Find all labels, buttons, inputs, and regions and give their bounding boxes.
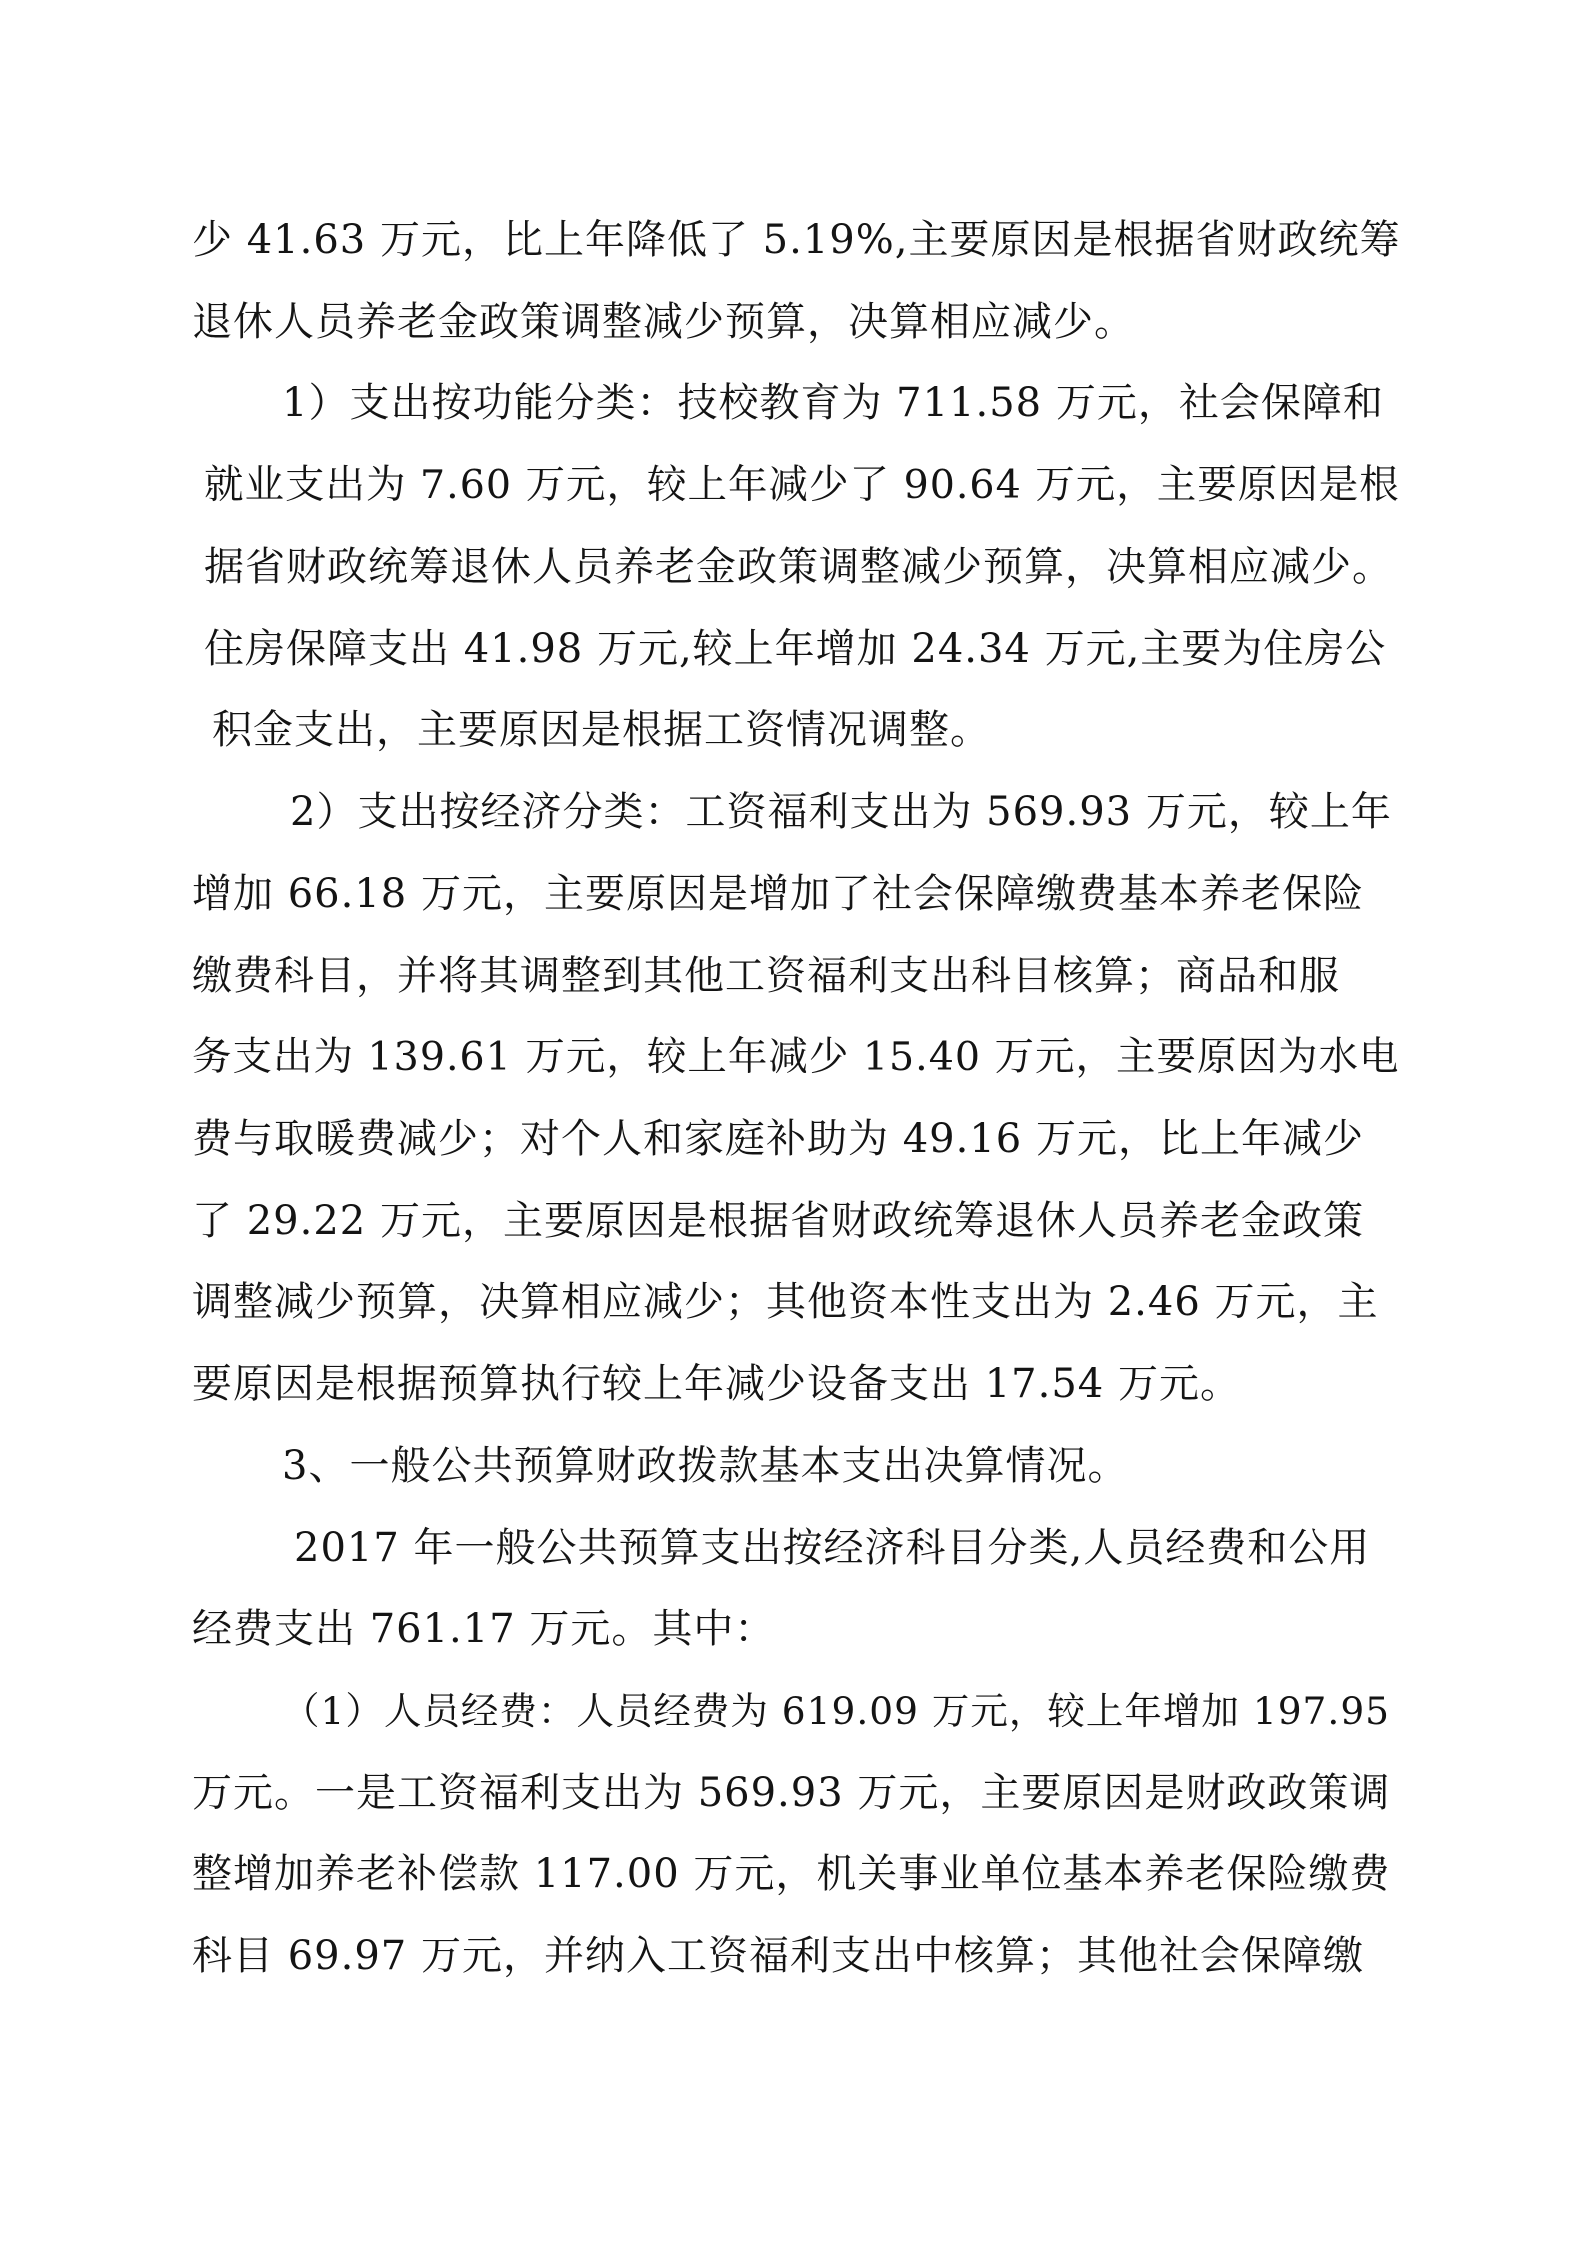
text-line: 3、一般公共预算财政拨款基本支出决算情况。 — [282, 1443, 1129, 1489]
text-line: 科目 69.97 万元，并纳入工资福利支出中核算；其他社会保障缴 — [192, 1933, 1364, 1979]
text-line: 就业支出为 7.60 万元，较上年减少了 90.64 万元，主要原因是根 — [204, 462, 1400, 508]
text-line: 万元。一是工资福利支出为 569.93 万元，主要原因是财政政策调 — [192, 1770, 1391, 1816]
text-line: 积金支出，主要原因是根据工资情况调整。 — [212, 707, 991, 753]
text-line: 缴费科目，并将其调整到其他工资福利支出科目核算；商品和服 — [192, 953, 1340, 999]
text-line: 费与取暖费减少；对个人和家庭补助为 49.16 万元，比上年减少 — [192, 1116, 1364, 1162]
text-line: 2017 年一般公共预算支出按经济科目分类,人员经费和公用 — [294, 1525, 1371, 1571]
text-line: 2）支出按经济分类：工资福利支出为 569.93 万元，较上年 — [290, 789, 1392, 835]
text-line: 整增加养老补偿款 117.00 万元，机关事业单位基本养老保险缴费 — [192, 1851, 1391, 1897]
text-line: 据省财政统筹退休人员养老金政策调整减少预算，决算相应减少。 — [204, 544, 1393, 590]
text-line: 了 29.22 万元，主要原因是根据省财政统筹退休人员养老金政策 — [192, 1198, 1364, 1244]
text-line: 少 41.63 万元，比上年降低了 5.19%,主要原因是根据省财政统筹 — [192, 217, 1401, 263]
text-line: 增加 66.18 万元，主要原因是增加了社会保障缴费基本养老保险 — [192, 871, 1364, 917]
text-line: 退休人员养老金政策调整减少预算，决算相应减少。 — [192, 299, 1135, 345]
text-line: 经费支出 761.17 万元。其中： — [192, 1606, 776, 1652]
text-line: 调整减少预算，决算相应减少；其他资本性支出为 2.46 万元，主 — [192, 1279, 1379, 1325]
text-line: 务支出为 139.61 万元，较上年减少 15.40 万元，主要原因为水电 — [192, 1034, 1400, 1080]
text-line: 住房保障支出 41.98 万元,较上年增加 24.34 万元,主要为住房公 — [204, 626, 1387, 672]
text-line: （1）人员经费：人员经费为 619.09 万元，较上年增加 197.95 — [282, 1689, 1391, 1733]
text-line: 要原因是根据预算执行较上年减少设备支出 17.54 万元。 — [192, 1361, 1241, 1407]
text-line: 1）支出按功能分类：技校教育为 711.58 万元，社会保障和 — [282, 380, 1384, 426]
